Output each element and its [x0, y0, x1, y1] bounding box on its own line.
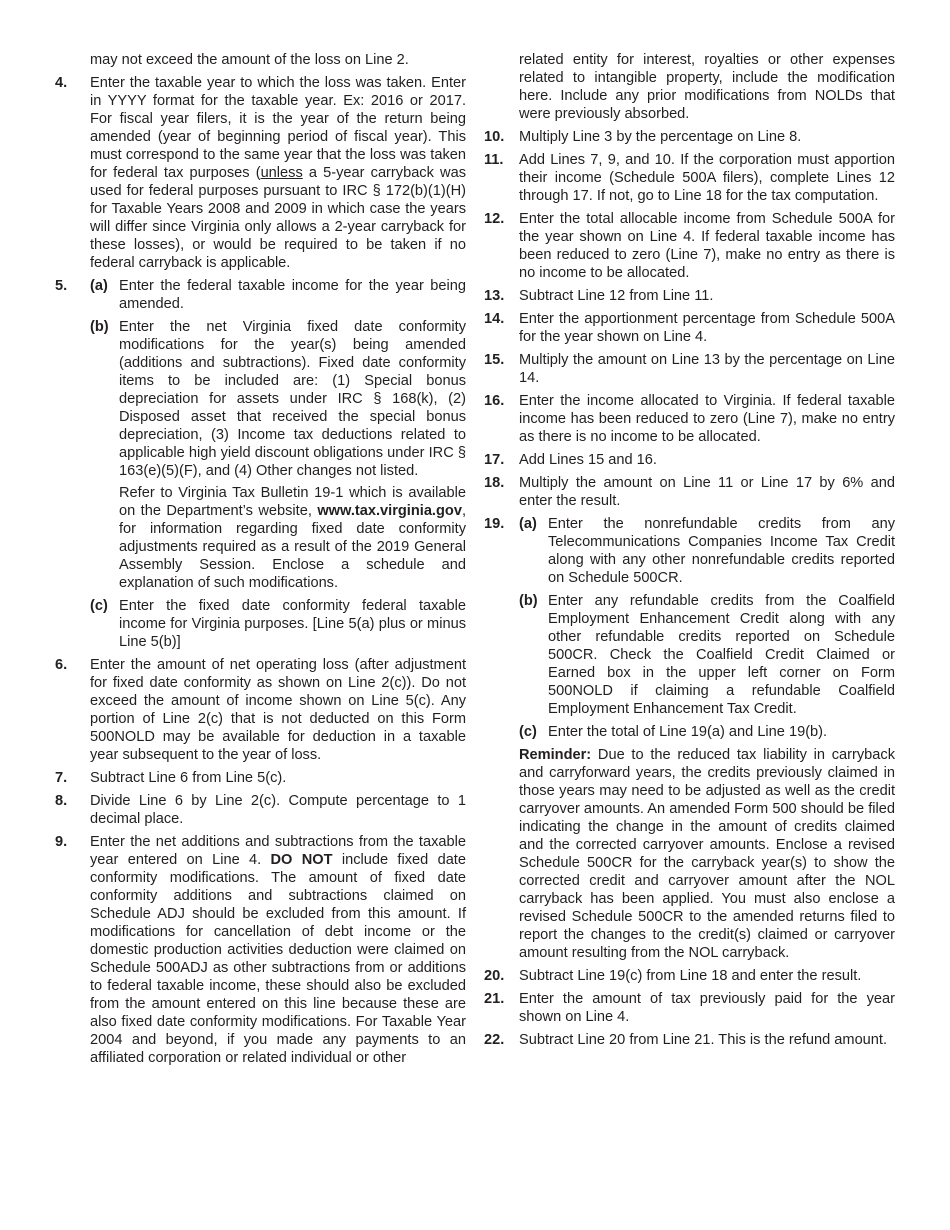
line-text: Enter the amount of tax previously paid for the year shown on Line 4.: [519, 991, 895, 1025]
line-text: Add Lines 7, 9, and 10. If the corporation must apportion their income (Schedule 500A filers), complete Lines 12 through 17. If not, go to Line 18 for the tax computation.: [519, 152, 895, 204]
line-13-instruction: [484, 287, 895, 305]
line-number: 8.: [55, 793, 68, 809]
line-text: Enter the taxable year to which the loss was taken. Enter in YYYY format for the taxable year. Ex: 2016 or 2017. For fiscal year filers, it is the year of the return being amended (year of beginning period of fiscal year). This must correspond to the same year that the loss was taken for federal tax purposes (: [90, 75, 466, 181]
sub-label: (a): [90, 278, 108, 294]
line-19c: [519, 723, 895, 741]
line-number: 7.: [55, 770, 68, 786]
line-19b: [519, 592, 895, 718]
line-15-instruction: [484, 351, 895, 387]
line-number: 6.: [55, 657, 68, 673]
line-number: 16.: [484, 393, 505, 409]
line-number: 11.: [484, 152, 504, 168]
sub-text: Enter any refundable credits from the Coalfield Employment Enhancement Credit along with any other refundable credits reported on Schedule 500CR. Check the Coalfield Credit Claimed or Earned box in the upper left corner on Form 500NOLD if claiming a refundable Coalfield Employment Enhancement Tax Credit.: [548, 593, 895, 717]
left-column: [55, 51, 466, 1072]
line-number: 14.: [484, 311, 505, 327]
line-number: 12.: [484, 211, 505, 227]
line-text: Divide Line 6 by Line 2(c). Compute percentage to 1 decimal place.: [90, 793, 466, 827]
line-16-instruction: [484, 392, 895, 446]
line-5-instruction: [55, 277, 466, 651]
line-11-instruction: [484, 151, 895, 205]
line-4-instruction: [55, 74, 466, 272]
line-7-instruction: [55, 769, 466, 787]
reminder-text: Due to the reduced tax liability in carryback and carryforward years, the credits previously claimed in those years may need to be adjusted as well as the credit carryover amounts. An amended Form 500 should be filed indicating the change in the amount of credits claimed and the corrected carryover amounts. Enclose a revised Schedule 500CR for the carryback year(s) to show the corrected credit and carryover amount after the NOL carryback has been applied. You must also enclose a revised Schedule 500CR to the amended returns filed to report the changes to the credit(s) claimed or carryover amount resulting from the NOL carryback.: [519, 747, 895, 961]
emphasis-text: DO NOT: [270, 852, 333, 868]
line-number: 5.: [55, 278, 68, 294]
line-text: Enter the apportionment percentage from Schedule 500A for the year shown on Line 4.: [519, 311, 895, 345]
line-number: 9.: [55, 834, 68, 850]
line-6-instruction: [55, 656, 466, 764]
line-9-continuation: related entity for interest, royalties or other expenses related to intangible property, include the modification here. Include any prior modifications from NOLDs that were previously absorbed.: [519, 52, 895, 122]
line-text: include fixed date conformity modifications. The amount of fixed date conformity additions and subtractions claimed on Schedule ADJ should be excluded from this amount. If modifications for cancellation of debt income or the domestic production activities deduction were claimed on Schedule 500ADJ as other subtractions from or additions to federal taxable income, these should also be excluded from the amount entered on this line because these are also fixed date conformity modifications. For Taxable Year 2004 and beyond, if you made any payments to an affiliated corporation or related individual or other: [90, 852, 466, 1066]
line-text: Enter the income allocated to Virginia. If federal taxable income has been reduced to zero (Line 7), make no entry as there is no income to be allocated.: [519, 393, 895, 445]
line-number: 22.: [484, 1032, 505, 1048]
line-5a: [90, 277, 466, 313]
line-number: 4.: [55, 75, 68, 91]
line-number: 10.: [484, 129, 505, 145]
reminder-note: [519, 746, 895, 962]
line-text: Subtract Line 20 from Line 21. This is the refund amount.: [519, 1032, 888, 1048]
line-5b: [90, 318, 466, 592]
sub-text: Enter the nonrefundable credits from any Telecommunications Companies Income Tax Credit along with any other nonrefundable credits reported on Schedule 500CR.: [548, 516, 895, 586]
line-12-instruction: [484, 210, 895, 282]
line-8-instruction: [55, 792, 466, 828]
sub-label: (c): [90, 598, 108, 614]
website-link-text: www.tax.virginia.gov: [317, 503, 462, 519]
reminder-label: Reminder:: [519, 747, 592, 763]
line-number: 17.: [484, 452, 505, 468]
sub-text: Enter the net Virginia fixed date conformity modifications for the year(s) being amended (additions and subtractions). Fixed date conformity items to be included are: (1) Special bonus depreciation for assets under IRC § 168(k), (2) Disposed asset that received the special bonus depreciation, (3) Income tax deductions related to applicable high yield discount obligations under IRC § 163(e)(5)(F), and (4) Other changes not listed.: [119, 319, 466, 479]
line-text: Subtract Line 6 from Line 5(c).: [90, 770, 287, 786]
line-text: a 5-year carryback was used for federal purposes pursuant to IRC § 172(b)(1)(H) for Taxable Years 2008 and 2009 in which case the years will differ since Virginia only allows a 2-year carryback for these losses), or would be required to be taken if no federal carryback is applicable.: [90, 165, 466, 271]
line-text: Subtract Line 12 from Line 11.: [519, 288, 714, 304]
line-17-instruction: [484, 451, 895, 469]
line-9-instruction: [55, 833, 466, 1067]
sub-text: Enter the fixed date conformity federal taxable income for Virginia purposes. [Line 5(a) plus or minus Line 5(b)]: [119, 598, 466, 650]
line-text: Multiply the amount on Line 11 or Line 17 by 6% and enter the result.: [519, 475, 895, 509]
line-22-instruction: [484, 1031, 895, 1049]
line-text: Enter the total allocable income from Schedule 500A for the year shown on Line 4. If federal taxable income has been reduced to zero (Line 7), make no entry as there is no income to be allocated.: [519, 211, 895, 281]
line-19a: [519, 515, 895, 587]
line-20-instruction: [484, 967, 895, 985]
line-5c: [90, 597, 466, 651]
line-text: Multiply Line 3 by the percentage on Line 8.: [519, 129, 802, 145]
sub-text: Enter the total of Line 19(a) and Line 19(b).: [548, 724, 828, 740]
sub-label: (b): [519, 593, 538, 609]
sub-paragraph: Refer to Virginia Tax Bulletin 19-1 which is available on the Department’s website, www.tax.virginia.gov, for information regarding fixed date conformity adjustments required as a result of the 2019 General Assembly Session. Enclose a schedule and explanation of such modifications.: [119, 485, 466, 591]
line-number: 13.: [484, 288, 505, 304]
line-number: 20.: [484, 968, 505, 984]
line-number: 18.: [484, 475, 505, 491]
line-3-continuation: may not exceed the amount of the loss on Line 2.: [90, 52, 409, 68]
line-14-instruction: [484, 310, 895, 346]
sub-label: (b): [90, 319, 109, 335]
line-text: Subtract Line 19(c) from Line 18 and enter the result.: [519, 968, 862, 984]
line-18-instruction: [484, 474, 895, 510]
line-number: 21.: [484, 991, 505, 1007]
line-21-instruction: [484, 990, 895, 1026]
underlined-text: unless: [260, 165, 303, 181]
line-number: 15.: [484, 352, 505, 368]
line-text: Enter the amount of net operating loss (after adjustment for fixed date conformity as shown on Line 2(c)). Do not exceed the amount of income shown on Line 5(c). Any portion of Line 2(c) that is not deducted on this Form 500NOLD may be available for deduction in a taxable year subsequent to the year of loss.: [90, 657, 466, 763]
right-column: [484, 51, 895, 1054]
line-number: 19.: [484, 516, 505, 532]
line-text: Add Lines 15 and 16.: [519, 452, 657, 468]
sub-text: Enter the federal taxable income for the year being amended.: [119, 278, 466, 312]
line-text: Multiply the amount on Line 13 by the percentage on Line 14.: [519, 352, 895, 386]
sub-label: (a): [519, 516, 537, 532]
line-10-instruction: [484, 128, 895, 146]
line-19-instruction: [484, 515, 895, 962]
sub-label: (c): [519, 724, 537, 740]
line-text: Enter the net additions and subtractions from the taxable year entered on Line 4.: [90, 834, 466, 868]
